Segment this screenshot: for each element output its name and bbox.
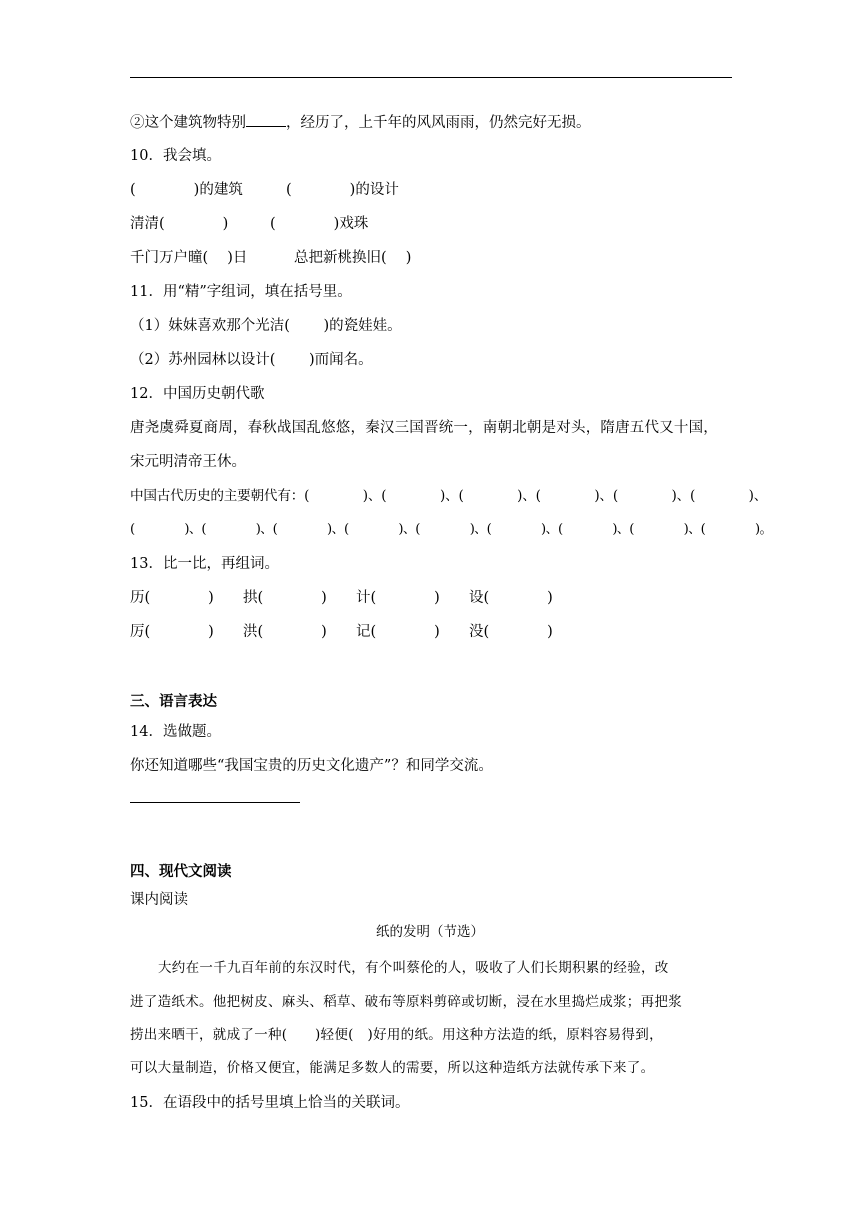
passage-line-4: 可以大量制造，价格又便宜，能满足多数人的需要，所以这种造纸方法就传承下来了。 (130, 1060, 655, 1076)
q10-r3-c1[interactable]: 千门万户曈( )日 (130, 250, 248, 266)
q15-title: 15．在语段中的括号里填上恰当的关联词。 (130, 1095, 410, 1111)
q13-r2-c4[interactable]: 没( ) (469, 624, 553, 640)
q10-r1-c1[interactable]: ( )的建筑 (130, 182, 243, 198)
q12-title: 12．中国历史朝代歌 (130, 386, 265, 402)
q11-sentence-1[interactable]: （1）妹妹喜欢那个光洁( )的瓷娃娃。 (130, 318, 402, 334)
passage-line-1: 大约在一千九百年前的东汉时代，有个叫蔡伦的人，吸收了人们长期积累的经验，改 (158, 960, 669, 976)
passage-line-3[interactable]: 捞出来晒干，就成了一种( )轻便( )好用的纸。用这种方法造的纸，原料容易得到， (130, 1027, 663, 1043)
q10-title: 10．我会填。 (130, 148, 221, 164)
q13-title: 13．比一比，再组词。 (130, 556, 279, 572)
passage-line-2: 进了造纸术。他把树皮、麻头、稻草、破布等原料剪碎或切断，浸在水里捣烂成浆；再把浆 (130, 994, 682, 1010)
q10-r2-c1[interactable]: 清清( ) (130, 216, 229, 232)
q9-sentence-2 (130, 112, 591, 133)
q9-before: ②这个建筑物特别 (130, 115, 246, 131)
q11-title: 11．用“精”字组词，填在括号里。 (130, 284, 352, 300)
q12-poem-line-1: 唐尧虞舜夏商周，春秋战国乱悠悠，秦汉三国晋统一，南朝北朝是对头，隋唐五代又十国， (130, 420, 718, 436)
q13-r1-c3[interactable]: 计( ) (356, 590, 440, 606)
q12-answer-line-2[interactable]: ( )、( )、( )、( )、( )、( )、( )、( )、( )。 (130, 522, 772, 537)
q13-r1-c2[interactable]: 拱( ) (243, 590, 327, 606)
q14-prompt: 你还知道哪些“我国宝贵的历史文化遗产”？和同学交流。 (130, 758, 493, 774)
q11-sentence-2[interactable]: （2）苏州园林以设计( )而闻名。 (130, 352, 373, 368)
q13-r1-c1[interactable]: 历( ) (130, 590, 214, 606)
reading-subheading: 课内阅读 (130, 892, 188, 908)
section-4-heading: 四、现代文阅读 (130, 864, 232, 880)
q13-r2-c3[interactable]: 记( ) (356, 624, 440, 640)
header-rule (130, 77, 732, 78)
q10-r3-c2[interactable]: 总把新桃换旧( ) (294, 250, 412, 266)
passage-title: 纸的发明（节选） (376, 924, 484, 940)
q9-blank[interactable] (246, 112, 286, 127)
q14-title: 14．选做题。 (130, 724, 221, 740)
q12-answer-line-1[interactable]: 中国古代历史的主要朝代有：( )、( )、( )、( )、( )、( )、 (130, 488, 768, 504)
q10-r2-c2[interactable]: ( )戏珠 (270, 216, 369, 232)
q13-r1-c4[interactable]: 设( ) (469, 590, 553, 606)
section-3-heading: 三、语言表达 (130, 694, 217, 710)
q14-answer-line[interactable] (130, 802, 300, 803)
q13-r2-c2[interactable]: 洪( ) (243, 624, 327, 640)
q13-r2-c1[interactable]: 厉( ) (130, 624, 214, 640)
q9-after: ，经历了，上千年的风风雨雨，仍然完好无损。 (286, 115, 591, 131)
q10-r1-c2[interactable]: ( )的设计 (286, 182, 399, 198)
q12-poem-line-2: 宋元明清帝王休。 (130, 454, 246, 470)
